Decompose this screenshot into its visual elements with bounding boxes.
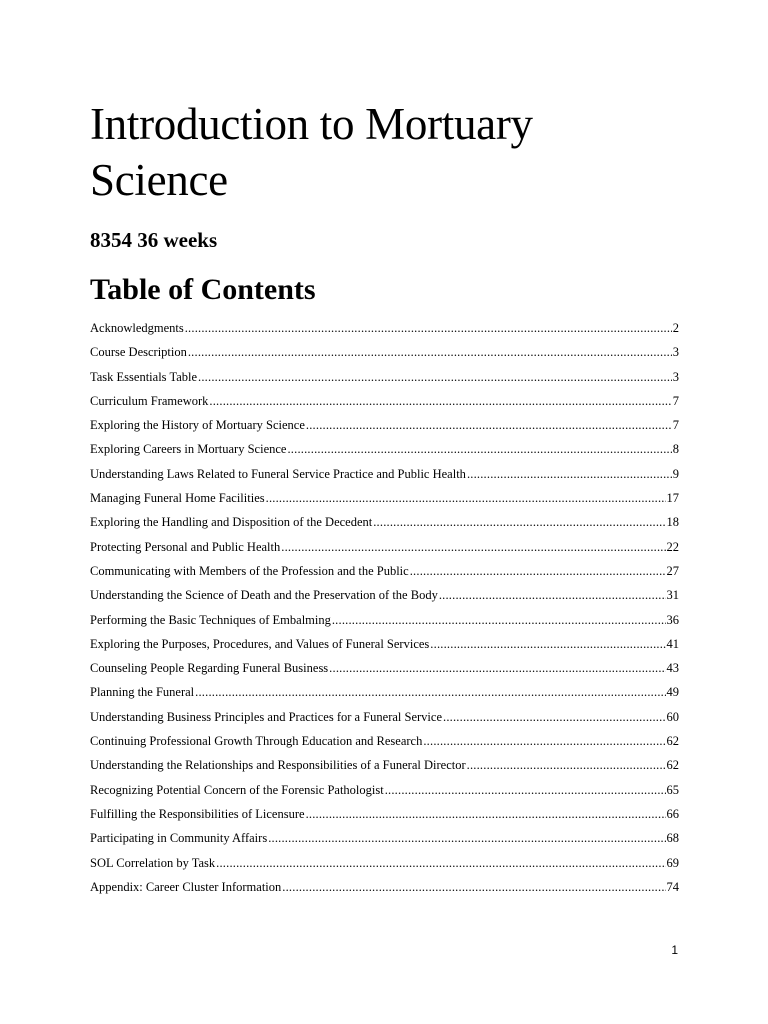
- toc-entry-title: Appendix: Career Cluster Information: [90, 879, 282, 894]
- toc-entry-title: Exploring the Handling and Disposition of the Decedent: [90, 515, 373, 530]
- toc-entry-page-number: 27: [666, 563, 679, 578]
- document-title: Introduction to Mortuary Science: [90, 99, 533, 205]
- toc-entry-page-number: 65: [666, 782, 679, 797]
- toc-entry[interactable]: [90, 608, 679, 632]
- toc-entry-title: Curriculum Framework: [90, 393, 209, 408]
- dot-leader: [282, 875, 665, 899]
- dot-leader: [185, 316, 672, 340]
- toc-entry[interactable]: [90, 389, 679, 413]
- toc-entry[interactable]: [90, 365, 679, 389]
- toc-entry[interactable]: [90, 705, 679, 729]
- toc-entry-page-number: 43: [666, 661, 679, 676]
- page-number: 1: [671, 943, 678, 957]
- toc-entry-title: Exploring the Purposes, Procedures, and Values of Funeral Services: [90, 636, 430, 651]
- dot-leader: [281, 535, 665, 559]
- toc-entry-page-number: 41: [666, 636, 679, 651]
- toc-entry-title: Task Essentials Table: [90, 369, 198, 384]
- toc-entry-page-number: 3: [672, 345, 679, 360]
- toc-entry-title: Performing the Basic Techniques of Embalming: [90, 612, 331, 627]
- toc-entry[interactable]: [90, 413, 679, 437]
- toc-entry-title: Fulfilling the Responsibilities of Licensure: [90, 806, 305, 821]
- toc-entry-title: Exploring the History of Mortuary Science: [90, 418, 305, 433]
- dot-leader: [423, 729, 665, 753]
- toc-entry[interactable]: [90, 535, 679, 559]
- toc-entry[interactable]: [90, 486, 679, 510]
- toc-entry[interactable]: [90, 753, 679, 777]
- toc-entry[interactable]: [90, 729, 679, 753]
- dot-leader: [410, 559, 666, 583]
- toc-entry-title: Continuing Professional Growth Through Education and Research: [90, 734, 423, 749]
- toc-entry-title: Managing Funeral Home Facilities: [90, 491, 265, 506]
- toc-entry-title: Protecting Personal and Public Health: [90, 539, 281, 554]
- toc-entry-title: Participating in Community Affairs: [90, 831, 268, 846]
- toc-entry-page-number: 69: [666, 855, 679, 870]
- toc-entry-title: Communicating with Members of the Profession and the Public: [90, 563, 409, 578]
- toc-entry-page-number: 49: [666, 685, 679, 700]
- toc-entry[interactable]: [90, 316, 679, 340]
- toc-entry-page-number: 36: [666, 612, 679, 627]
- toc-entry[interactable]: [90, 802, 679, 826]
- dot-leader: [209, 389, 671, 413]
- toc-entry[interactable]: [90, 778, 679, 802]
- toc-entry-title: Exploring Careers in Mortuary Science: [90, 442, 287, 457]
- dot-leader: [216, 851, 665, 875]
- dot-leader: [329, 656, 665, 680]
- dot-leader: [439, 583, 666, 607]
- dot-leader: [467, 462, 672, 486]
- toc-entry-page-number: 8: [672, 442, 679, 457]
- dot-leader: [268, 826, 665, 850]
- dot-leader: [467, 753, 666, 777]
- toc-entry-page-number: 2: [672, 321, 679, 335]
- toc-entry[interactable]: [90, 656, 679, 680]
- toc-entry-page-number: 62: [666, 734, 679, 749]
- dot-leader: [188, 340, 672, 364]
- course-code-duration: 8354 36 weeks: [90, 228, 218, 252]
- dot-leader: [373, 510, 665, 534]
- toc-entry-page-number: 22: [666, 539, 679, 554]
- toc-entry[interactable]: [90, 437, 679, 461]
- dot-leader: [306, 802, 666, 826]
- toc-entry[interactable]: [90, 875, 679, 899]
- toc-entry-page-number: 68: [666, 831, 679, 846]
- toc-entry-page-number: 3: [672, 369, 679, 384]
- toc-entry-page-number: 31: [666, 588, 679, 603]
- dot-leader: [385, 778, 666, 802]
- toc-entry-title: Course Description: [90, 345, 187, 360]
- toc-entry[interactable]: [90, 510, 679, 534]
- toc-entry-title: Acknowledgments: [90, 321, 184, 335]
- toc-entry-page-number: 7: [672, 393, 679, 408]
- toc-entry-page-number: 17: [666, 491, 679, 506]
- toc-entry-title: Counseling People Regarding Funeral Business: [90, 661, 329, 676]
- toc-entry-title: Understanding the Science of Death and the Preservation of the Body: [90, 588, 438, 603]
- toc-entry[interactable]: [90, 340, 679, 364]
- toc-entry[interactable]: [90, 559, 679, 583]
- toc-entry[interactable]: [90, 583, 679, 607]
- toc-entry-page-number: 60: [666, 709, 679, 724]
- toc-entry-page-number: 9: [672, 466, 679, 481]
- toc-entry[interactable]: [90, 462, 679, 486]
- toc-entry-page-number: 62: [666, 758, 679, 773]
- dot-leader: [443, 705, 666, 729]
- table-of-contents: [90, 316, 679, 899]
- toc-entry-page-number: 18: [666, 515, 679, 530]
- toc-entry[interactable]: [90, 632, 679, 656]
- toc-entry[interactable]: [90, 826, 679, 850]
- dot-leader: [198, 365, 672, 389]
- toc-entry-page-number: 7: [672, 418, 679, 433]
- toc-entry-title: SOL Correlation by Task: [90, 855, 216, 870]
- toc-entry-title: Understanding the Relationships and Responsibilities of a Funeral Director: [90, 758, 466, 773]
- toc-entry[interactable]: [90, 680, 679, 704]
- toc-entry[interactable]: [90, 851, 679, 875]
- dot-leader: [195, 680, 665, 704]
- dot-leader: [306, 413, 672, 437]
- toc-entry-title: Planning the Funeral: [90, 685, 195, 700]
- toc-entry-page-number: 66: [666, 806, 679, 821]
- toc-entry-page-number: 74: [666, 879, 679, 894]
- toc-entry-title: Understanding Business Principles and Practices for a Funeral Service: [90, 709, 442, 724]
- toc-entry-title: Understanding Laws Related to Funeral Service Practice and Public Health: [90, 466, 466, 481]
- toc-heading: Table of Contents: [90, 273, 316, 306]
- dot-leader: [332, 608, 666, 632]
- dot-leader: [287, 437, 671, 461]
- dot-leader: [266, 486, 666, 510]
- toc-entry-title: Recognizing Potential Concern of the Forensic Pathologist: [90, 782, 384, 797]
- dot-leader: [430, 632, 665, 656]
